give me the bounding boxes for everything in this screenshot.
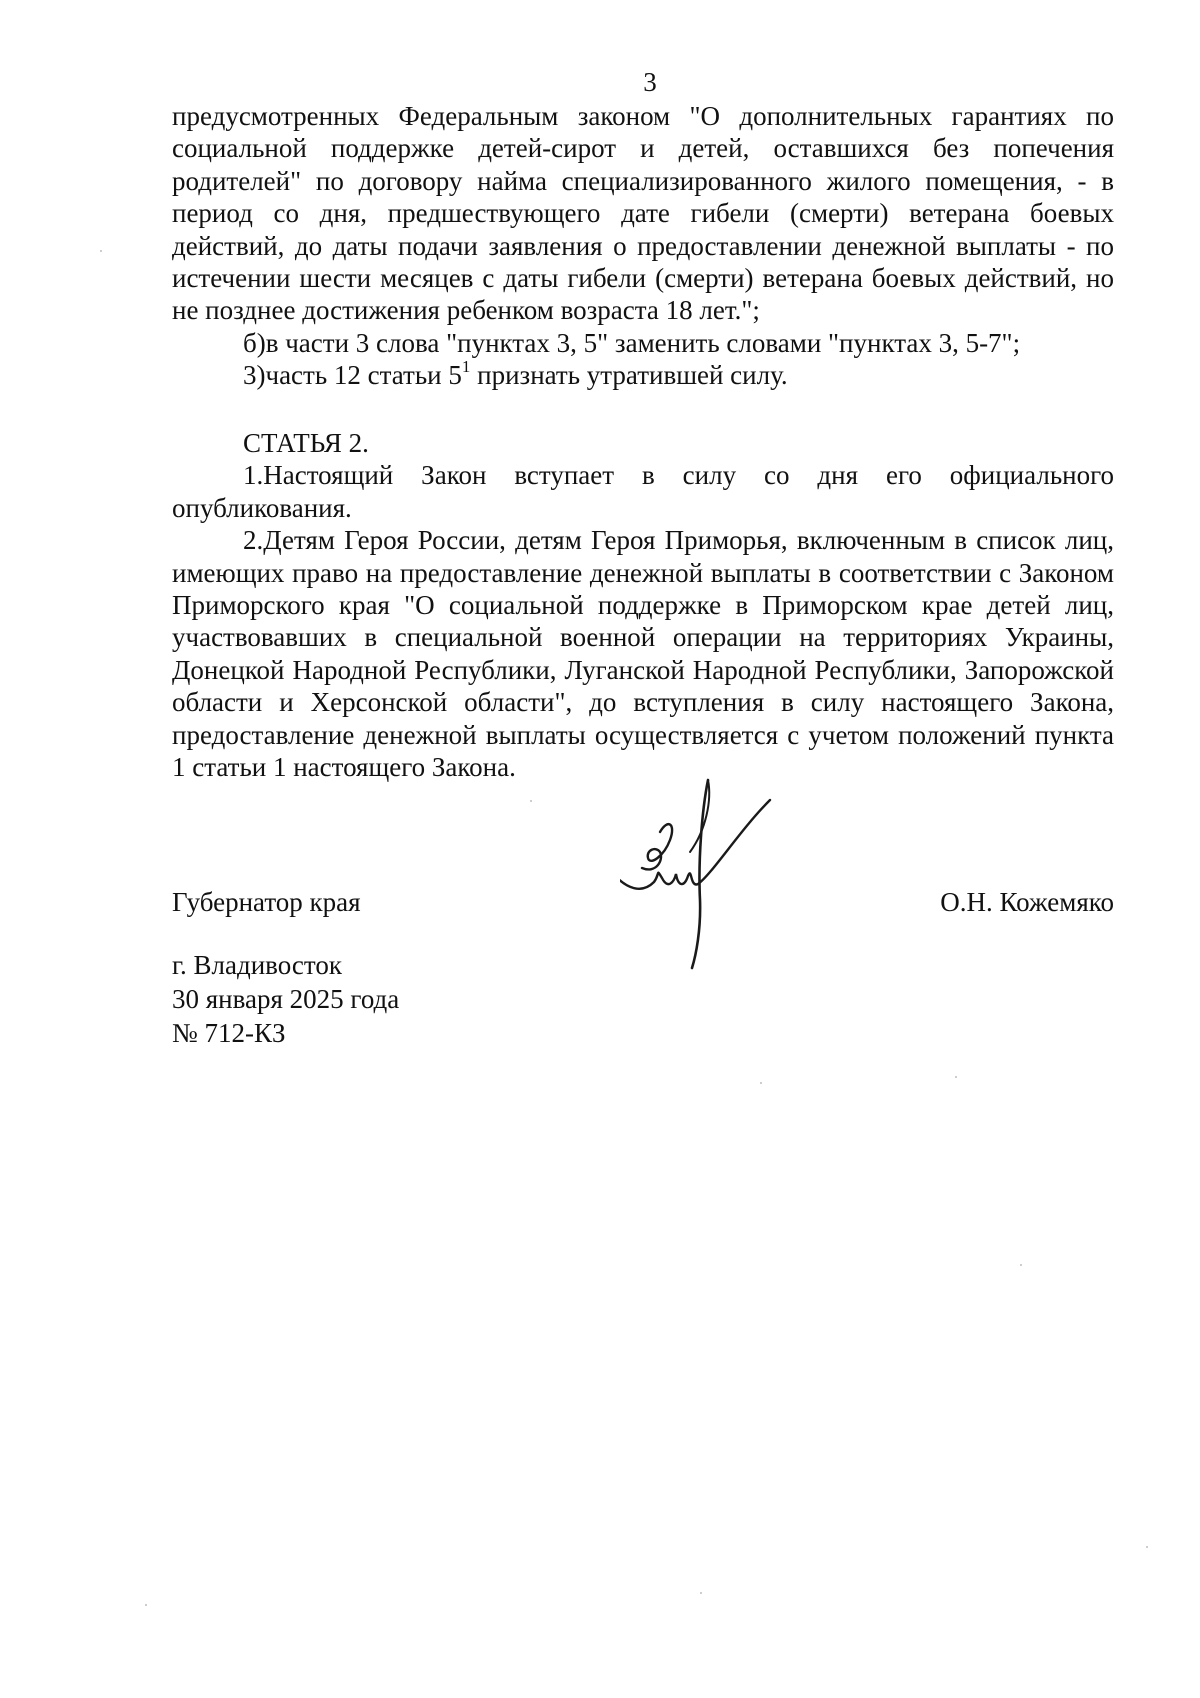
scan-speck — [145, 1604, 147, 1606]
item-3-text-end: признать утратившей силу. — [470, 360, 788, 391]
scan-speck — [760, 1082, 762, 1084]
governor-title: Губернатор края — [172, 887, 361, 917]
document-footer — [172, 948, 399, 1050]
scan-speck — [100, 250, 102, 252]
item-b-paragraph: б)в части 3 слова "пунктах 3, 5" заменить словами "пунктах 3, 5-7"; — [243, 327, 1021, 358]
scan-speck — [1146, 1546, 1148, 1548]
item-3-text: 3)часть 12 статьи 5 — [243, 360, 462, 391]
handwritten-signature — [620, 770, 800, 970]
article2-block — [172, 427, 1114, 783]
item-3-paragraph — [172, 359, 1114, 391]
footer-city: г. Владивосток — [172, 950, 342, 980]
footer-date: 30 января 2025 года — [172, 984, 400, 1014]
article2-paragraph-1: 1.Настоящий Закон вступает в силу со дня его официального опубликования. — [172, 460, 1114, 523]
scan-speck — [955, 1076, 957, 1078]
article1-continuation-block — [172, 100, 1114, 392]
article2-paragraph-2: 2.Детям Героя России, детям Героя Приморья, включенным в список лиц, имеющих право на предоставление денежной выплаты в соответствии с Законом Приморского края "О социальной поддержке в Приморском крае детей лиц, участвовавших в специальной военной операции на территориях Украины, Донецкой Народной Республики, Луганской Народной Республики, Запорожской области и Херсонской области", до вступления в силу настоящего Закона, предоставление денежной выплаты осуществляется с учетом положений пункта 1 статьи 1 настоящего Закона. — [172, 525, 1114, 783]
scan-speck — [530, 800, 532, 802]
article-heading: СТАТЬЯ 2. — [243, 428, 369, 458]
scan-speck — [700, 1592, 702, 1594]
footer-number: № 712-КЗ — [172, 1018, 286, 1048]
continuation-paragraph: предусмотренных Федеральным законом "О дополнительных гарантиях по социальной поддержке детей-сирот и детей, оставшихся без попечения родителей" по договору найма специализированного жилого помещения, - в период со дня, предшествующего дате гибели (смерти) ветерана боевых действий, до даты подачи заявления о предоставлении денежной выплаты - по истечении шести месяцев с даты гибели (смерти) ветерана боевых действий, но не позднее достижения ребенком возраста 18 лет."; — [172, 101, 1114, 326]
scan-speck — [1020, 1264, 1022, 1266]
governor-name: О.Н. Кожемяко — [940, 887, 1114, 917]
page-number: 3 — [643, 67, 657, 97]
item-3-superscript: 1 — [461, 357, 471, 377]
